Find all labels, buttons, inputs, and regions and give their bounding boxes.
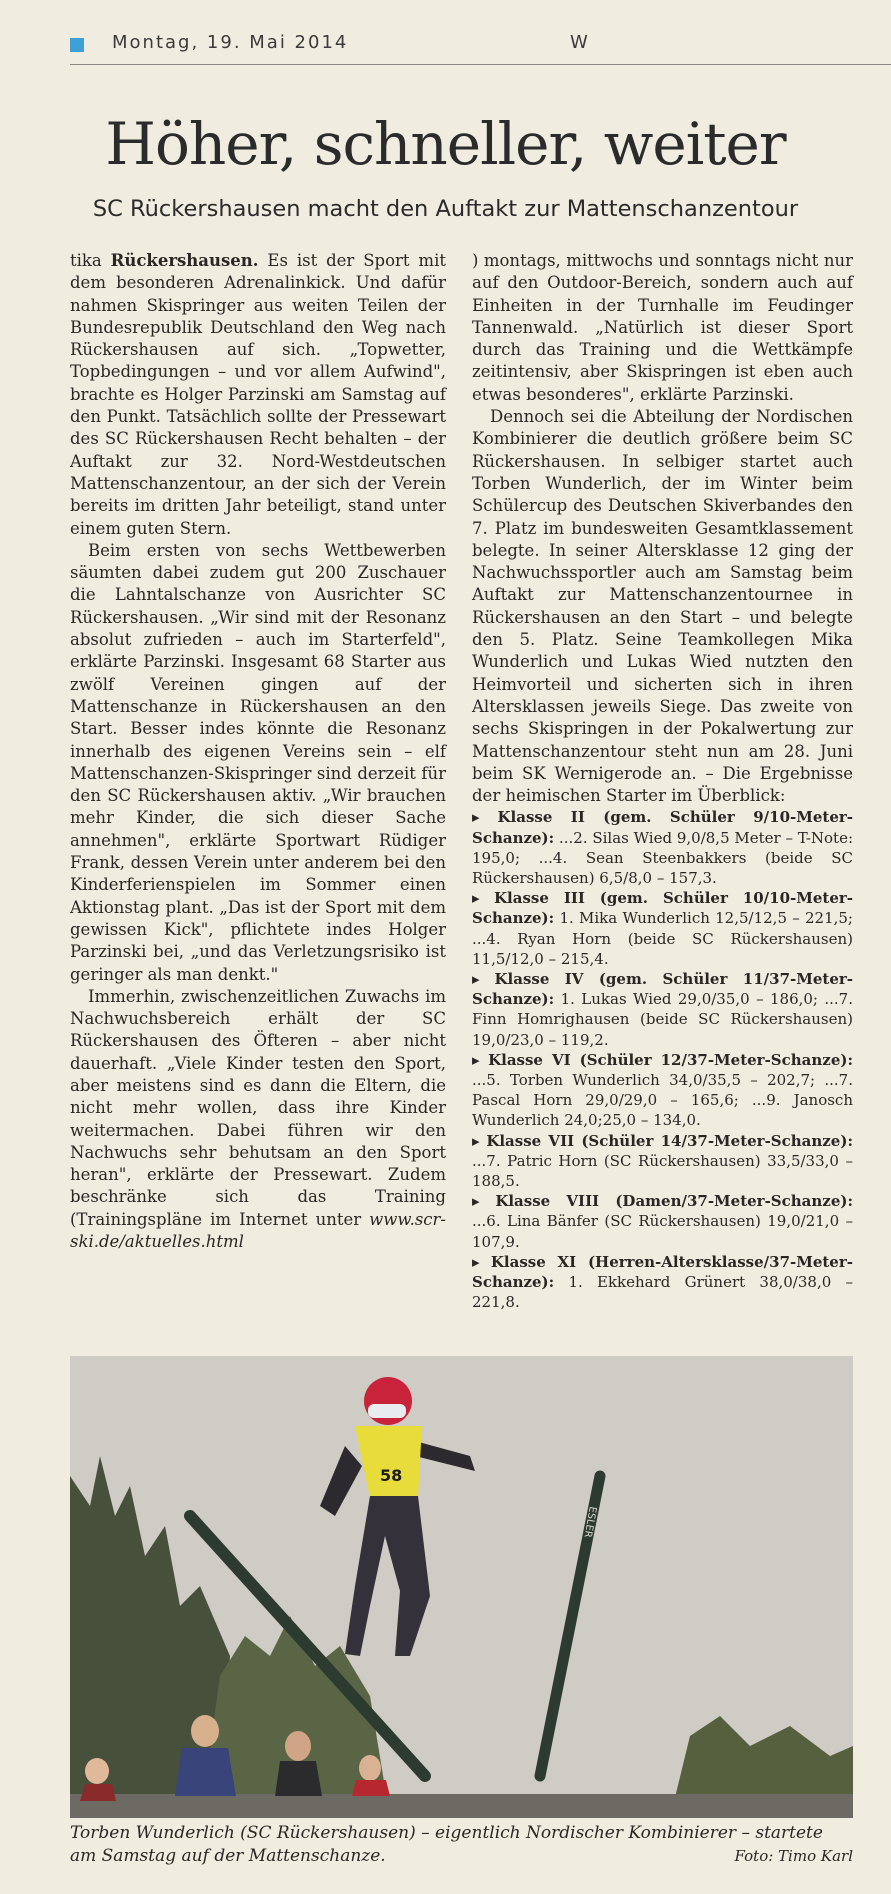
ski-jumper-photo bbox=[70, 1356, 853, 1818]
photo-illustration bbox=[70, 1356, 853, 1818]
headline: Höher, schneller, weiter bbox=[105, 110, 786, 178]
result-item: ▸ Klasse IV (gem. Schüler 11/37-Meter-Schanze): 1. Lukas Wied 29,0/35,0 – 186,0; ...7. Finn Homrighausen (beide SC Rückershausen) 19,0/23,0 – 119,2. bbox=[472, 970, 853, 1049]
page-header bbox=[70, 32, 891, 62]
spectator-body bbox=[275, 1761, 322, 1796]
bib-number: 58 bbox=[380, 1466, 403, 1485]
ground bbox=[70, 1794, 853, 1818]
spectator-head bbox=[359, 1755, 381, 1781]
paragraph-1 bbox=[70, 250, 446, 540]
paragraph-3-text-a: Immerhin, zwischenzeitlichen Zuwachs im Nachwuchsbereich erhält der SC Rückershausen des Öfteren – aber nicht dauerhaft. „Viele Kinder testen den Sport, aber meistens sind es dann die Eltern, die nicht mehr wollen, dass ihre Kinder weitermachen. Dabei führen wir den Nachwuchs sehr behutsam an den Sport heran", erklärte der Pressewart. Zudem beschränke sich das Training (Trainingspläne im Internet unter bbox=[70, 986, 446, 1229]
paragraph-3-text-b: ) montags, mittwochs und sonntags nicht nur auf den Outdoor-Bereich, sondern auch auf Einheiten in der Turnhalle im Feudinger Tannenwald. „Natürlich ist dieser Sport durch das Training und die Wettkämpfe zeitintensiv, aber Skispringen ist eben auch etwas besonderes", erklärte Parzinski. bbox=[472, 251, 853, 404]
result-item: ▸ Klasse VI (Schüler 12/37-Meter-Schanze): ...5. Torben Wunderlich 34,0/35,5 – 202,7; ...7. Pascal Horn 29,0/29,0 – 165,6; ...9. Janosch Wunderlich 24,0;25,0 – 134,0. bbox=[472, 1050, 853, 1130]
result-item: ▸ Klasse II (gem. Schüler 9/10-Meter-Schanze): ...2. Silas Wied 9,0/8,5 Meter – T-Note: 195,0; ...4. Sean Steenbakkers (beide SC Rückershausen) 6,5/8,0 – 157,3. bbox=[472, 808, 853, 888]
spectator-head bbox=[285, 1731, 311, 1761]
paragraph-2: Beim ersten von sechs Wettbewerben säumten dabei zudem gut 200 Zuschauer die Lahntalschanze von Ausrichter SC Rückershausen. „Wir sind mit der Resonanz absolut zufrieden – auch im Starterfeld", erklärte Parzinski. Insgesamt 68 Starter aus zwölf Vereinen gingen auf der Mattenschanze in Rückershausen an den Start. Besser indes könnte die Resonanz innerhalb des eigenen Vereins sein – elf Mattenschanzen-Skispringer sind derzeit für den SC Rückershausen aktiv. „Wir brauchen mehr Kinder, die sich dieser Sache annehmen", erklärte Sportwart Rüdiger Frank, dessen Verein unter anderem bei den Kinderferienspielen im Sommer einen Aktionstag plant. „Das ist der Sport mit dem gewissen Kick", pflichtete indes Holger Parzinski bei, „und das Verletzungsrisiko ist geringer als man denkt." bbox=[70, 540, 446, 984]
caption-text: Torben Wunderlich (SC Rückershausen) – eigentlich Nordischer Kombinierer – startete am Samstag auf der Mattenschanze. bbox=[70, 1823, 823, 1866]
issue-date: Montag, 19. Mai 2014 bbox=[112, 32, 349, 53]
paragraph-4: Dennoch sei die Abteilung der Nordischen Kombinierer die deutlich größere beim SC Rückershausen. In selbiger startet auch Torben Wunderlich, der im Winter beim Schülercup des Deutschen Skiverbandes den 7. Platz im bundesweiten Gesamtklassement belegte. In seiner Altersklasse 12 ging der Nachwuchssportler auch am Samstag beim Auftakt zur Mattenschanzentournee in Rückershausen an den Start – und belegte den 5. Platz. Seine Teamkollegen Mika Wunderlich und Lukas Wied nutzten den Heimvorteil und sicherten sich in ihren Altersklassen jeweils Siege. Das zweite von sechs Skispringen in der Pokalwertung zur Mattenschanzentour steht nun am 28. Juni beim SK Wernigerode an. – Die Ergebnisse der heimischen Starter im Überblick: bbox=[472, 407, 853, 806]
spectator-body bbox=[352, 1780, 390, 1796]
spectator-body bbox=[175, 1748, 236, 1796]
jumper-goggles bbox=[368, 1404, 406, 1418]
photo-credit: Foto: Timo Karl bbox=[734, 1847, 853, 1865]
result-item: ▸ Klasse VII (Schüler 14/37-Meter-Schanze): ...7. Patric Horn (SC Rückershausen) 33,5/33,0 – 188,5. bbox=[472, 1131, 853, 1191]
article-column-right bbox=[472, 250, 853, 1313]
spectator-head bbox=[191, 1715, 219, 1747]
spectator-child-body bbox=[80, 1784, 116, 1801]
paragraph-3-cont bbox=[472, 250, 853, 406]
ski-brand-text: ESLER bbox=[581, 1505, 598, 1539]
dateline-place: Rückershausen. bbox=[110, 251, 259, 270]
photo-caption bbox=[70, 1822, 853, 1868]
byline-short: tika bbox=[70, 251, 111, 270]
section-marker-icon bbox=[70, 38, 84, 52]
training-plan-link: www.scr-ski.de/aktuelles.html bbox=[70, 1209, 446, 1252]
paragraph-1-text: Es ist der Sport mit dem besonderen Adrenalinkick. Und dafür nahmen Skispringer aus weiten Teilen der Bundesrepublik Deutschland den Weg nach Rückershausen auf sich. „Topwetter, Topbedingungen – und vor allem Aufwind", brachte es Holger Parzinski am Samstag auf den Punkt. Tatsächlich sollte der Pressewart des SC Rückershausen Recht behalten – der Auftakt zur 32. Nord-Westdeutschen Mattenschanzentour, an der sich der Verein bereits im dritten Jahr beteiligt, stand unter einem guten Stern. bbox=[70, 251, 446, 538]
result-item: ▸ Klasse III (gem. Schüler 10/10-Meter-Schanze): 1. Mika Wunderlich 12,5/12,5 – 221,5; ...4. Ryan Horn (beide SC Rückershausen) 11,5/12,0 – 215,4. bbox=[472, 889, 853, 968]
subheadline: SC Rückershausen macht den Auftakt zur Mattenschanzentour bbox=[92, 196, 799, 222]
results-list bbox=[472, 807, 853, 1312]
header-rule bbox=[70, 64, 891, 65]
paragraph-3 bbox=[70, 986, 446, 1254]
spectator-child-head bbox=[85, 1758, 109, 1784]
article-column-left bbox=[70, 250, 446, 1253]
section-letter: W bbox=[570, 32, 590, 53]
result-item: ▸ Klasse XI (Herren-Altersklasse/37-Meter-Schanze): 1. Ekkehard Grünert 38,0/38,0 – 221,8. bbox=[472, 1252, 853, 1312]
result-item: ▸ Klasse VIII (Damen/37-Meter-Schanze): ...6. Lina Bänfer (SC Rückershausen) 19,0/21,0 – 107,9. bbox=[472, 1192, 853, 1251]
